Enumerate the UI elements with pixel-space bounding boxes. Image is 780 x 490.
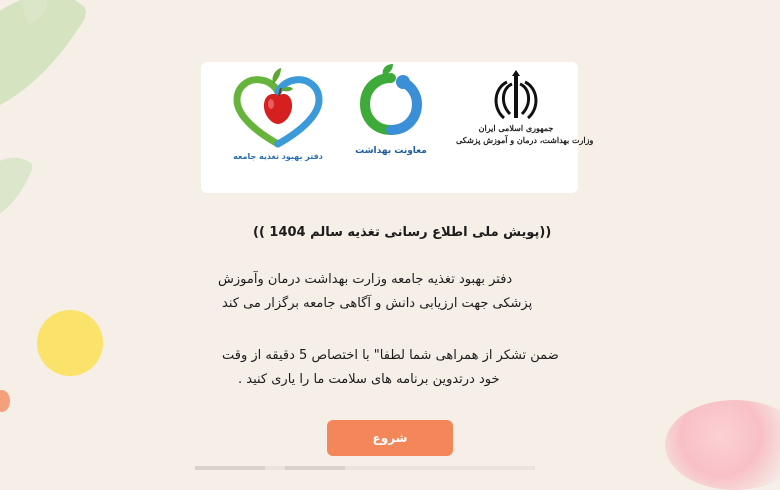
ministry-caption-line2: وزارت بهداشت، درمان و آموزش پزشکی <box>456 135 594 145</box>
ministry-caption-line1: جمهوری اسلامی ایران <box>478 123 554 133</box>
decorative-leaf-top-left <box>0 0 91 150</box>
logo-panel <box>201 62 594 193</box>
health-deputy-caption: معاونت بهداشت <box>355 146 427 156</box>
iran-emblem-icon <box>456 62 576 122</box>
decorative-pink-blob <box>665 400 780 490</box>
survey-description-line2: پزشکی جهت ارزیابی دانش و آگاهی جامعه برگزار می کند <box>222 296 533 311</box>
decorative-yellow-circle <box>37 310 103 376</box>
survey-thanks-line2: خود درتدوین برنامه های سلامت ما را یاری کنید . <box>238 372 500 387</box>
health-deputy-logo <box>351 62 431 156</box>
survey-title: ((پویش ملی اطلاع رسانی تغذیه سالم 1404 )) <box>253 225 552 240</box>
survey-thanks-line1: ضمن تشکر از همراهی شما لطفا" با اختصاص 5 دقیقه از وقت <box>222 348 559 363</box>
nutrition-office-caption: دفتر بهبود تغذیه جامعه <box>233 152 323 161</box>
apple-heart-icon <box>223 62 333 152</box>
health-deputy-emblem-icon <box>351 62 431 146</box>
start-button[interactable]: شروع <box>327 420 453 456</box>
decorative-leaf-left <box>0 143 35 237</box>
nutrition-office-logo <box>223 62 333 161</box>
decorative-orange-dot <box>0 390 10 412</box>
ministry-logo <box>456 62 594 146</box>
survey-description-line1: دفتر بهبود تغذیه جامعه وزارت بهداشت درمان وآموزش <box>218 272 513 287</box>
bottom-scroll-strip <box>195 466 535 470</box>
